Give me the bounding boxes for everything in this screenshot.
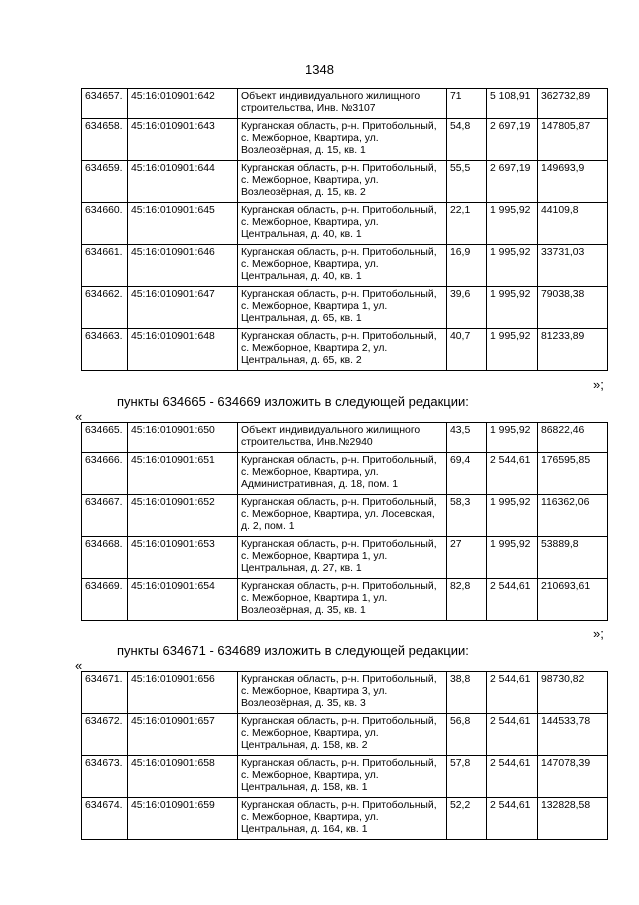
cadastral-number-cell: 45:16:010901:656 bbox=[128, 672, 238, 714]
rate-cell: 2 544,61 bbox=[487, 714, 538, 756]
cadastral-number-cell: 45:16:010901:648 bbox=[128, 329, 238, 371]
cadastral-number-cell: 45:16:010901:642 bbox=[128, 89, 238, 119]
area-cell: 52,2 bbox=[447, 798, 487, 840]
rate-cell: 2 697,19 bbox=[487, 161, 538, 203]
row-number-cell: 634674. bbox=[82, 798, 128, 840]
registry-table-3 bbox=[81, 671, 608, 840]
address-cell: Курганская область, р-н. Притобольный, с. Межборное, Квартира 1, ул. Возлеозёрная, д. 35, кв. 1 bbox=[238, 579, 447, 621]
open-quote-mark: « bbox=[75, 658, 83, 673]
page-number: 1348 bbox=[305, 62, 334, 77]
area-cell: 43,5 bbox=[447, 423, 487, 453]
cadastral-number-cell: 45:16:010901:654 bbox=[128, 579, 238, 621]
value-cell: 132828,58 bbox=[538, 798, 608, 840]
area-cell: 69,4 bbox=[447, 453, 487, 495]
cadastral-number-cell: 45:16:010901:659 bbox=[128, 798, 238, 840]
table-row bbox=[82, 245, 608, 287]
table-row bbox=[82, 453, 608, 495]
value-cell: 44109,8 bbox=[538, 203, 608, 245]
open-quote-mark: « bbox=[75, 409, 83, 424]
value-cell: 81233,89 bbox=[538, 329, 608, 371]
address-cell: Курганская область, р-н. Притобольный, с. Межборное, Квартира, ул. Центральная, д. 158, кв. 1 bbox=[238, 756, 447, 798]
cadastral-number-cell: 45:16:010901:643 bbox=[128, 119, 238, 161]
rate-cell: 1 995,92 bbox=[487, 423, 538, 453]
address-cell: Курганская область, р-н. Притобольный, с. Межборное, Квартира, ул. Центральная, д. 40, кв. 1 bbox=[238, 203, 447, 245]
value-cell: 98730,82 bbox=[538, 672, 608, 714]
row-number-cell: 634668. bbox=[82, 537, 128, 579]
table-row bbox=[82, 756, 608, 798]
area-cell: 38,8 bbox=[447, 672, 487, 714]
area-cell: 56,8 bbox=[447, 714, 487, 756]
area-cell: 58,3 bbox=[447, 495, 487, 537]
cadastral-number-cell: 45:16:010901:645 bbox=[128, 203, 238, 245]
registry-table-2 bbox=[81, 422, 608, 621]
row-number-cell: 634669. bbox=[82, 579, 128, 621]
table-row bbox=[82, 329, 608, 371]
section-heading-2: пункты 634671 - 634689 изложить в следующей редакции: bbox=[117, 643, 469, 658]
table-row bbox=[82, 89, 608, 119]
table-row bbox=[82, 287, 608, 329]
address-cell: Курганская область, р-н. Притобольный, с. Межборное, Квартира 1, ул. Центральная, д. 65, кв. 1 bbox=[238, 287, 447, 329]
address-cell: Курганская область, р-н. Притобольный, с. Межборное, Квартира 2, ул. Центральная, д. 65, кв. 2 bbox=[238, 329, 447, 371]
rate-cell: 2 544,61 bbox=[487, 756, 538, 798]
row-number-cell: 634662. bbox=[82, 287, 128, 329]
row-number-cell: 634673. bbox=[82, 756, 128, 798]
address-cell: Курганская область, р-н. Притобольный, с. Межборное, Квартира 3, ул. Возлеозёрная, д. 35, кв. 3 bbox=[238, 672, 447, 714]
row-number-cell: 634657. bbox=[82, 89, 128, 119]
value-cell: 144533,78 bbox=[538, 714, 608, 756]
area-cell: 40,7 bbox=[447, 329, 487, 371]
table-row bbox=[82, 798, 608, 840]
value-cell: 149693,9 bbox=[538, 161, 608, 203]
value-cell: 33731,03 bbox=[538, 245, 608, 287]
rate-cell: 2 544,61 bbox=[487, 579, 538, 621]
cadastral-number-cell: 45:16:010901:644 bbox=[128, 161, 238, 203]
rate-cell: 2 697,19 bbox=[487, 119, 538, 161]
area-cell: 22,1 bbox=[447, 203, 487, 245]
area-cell: 55,5 bbox=[447, 161, 487, 203]
cadastral-number-cell: 45:16:010901:652 bbox=[128, 495, 238, 537]
area-cell: 16,9 bbox=[447, 245, 487, 287]
cadastral-number-cell: 45:16:010901:651 bbox=[128, 453, 238, 495]
rate-cell: 2 544,61 bbox=[487, 798, 538, 840]
value-cell: 176595,85 bbox=[538, 453, 608, 495]
rate-cell: 2 544,61 bbox=[487, 672, 538, 714]
area-cell: 57,8 bbox=[447, 756, 487, 798]
address-cell: Объект индивидуального жилищного строительства, Инв.№2940 bbox=[238, 423, 447, 453]
row-number-cell: 634658. bbox=[82, 119, 128, 161]
cadastral-number-cell: 45:16:010901:650 bbox=[128, 423, 238, 453]
rate-cell: 1 995,92 bbox=[487, 537, 538, 579]
address-cell: Курганская область, р-н. Притобольный, с. Межборное, Квартира, ул. Возлеозёрная, д. 15, кв. 1 bbox=[238, 119, 447, 161]
value-cell: 362732,89 bbox=[538, 89, 608, 119]
address-cell: Курганская область, р-н. Притобольный, с. Межборное, Квартира, ул. Возлеозёрная, д. 15, кв. 2 bbox=[238, 161, 447, 203]
row-number-cell: 634665. bbox=[82, 423, 128, 453]
cadastral-number-cell: 45:16:010901:657 bbox=[128, 714, 238, 756]
rate-cell: 2 544,61 bbox=[487, 453, 538, 495]
value-cell: 147078,39 bbox=[538, 756, 608, 798]
address-cell: Объект индивидуального жилищного строительства, Инв. №3107 bbox=[238, 89, 447, 119]
value-cell: 79038,38 bbox=[538, 287, 608, 329]
registry-table-1 bbox=[81, 88, 608, 371]
rate-cell: 1 995,92 bbox=[487, 203, 538, 245]
area-cell: 71 bbox=[447, 89, 487, 119]
row-number-cell: 634672. bbox=[82, 714, 128, 756]
section-heading-1: пункты 634665 - 634669 изложить в следующей редакции: bbox=[117, 394, 469, 409]
address-cell: Курганская область, р-н. Притобольный, с. Межборное, Квартира, ул. Административная, д. 18, пом. 1 bbox=[238, 453, 447, 495]
closing-mark: »; bbox=[593, 626, 604, 641]
rate-cell: 1 995,92 bbox=[487, 245, 538, 287]
row-number-cell: 634667. bbox=[82, 495, 128, 537]
area-cell: 39,6 bbox=[447, 287, 487, 329]
area-cell: 27 bbox=[447, 537, 487, 579]
row-number-cell: 634659. bbox=[82, 161, 128, 203]
address-cell: Курганская область, р-н. Притобольный, с. Межборное, Квартира, ул. Лосевская, д. 2, пом. 1 bbox=[238, 495, 447, 537]
closing-mark: »; bbox=[593, 377, 604, 392]
address-cell: Курганская область, р-н. Притобольный, с. Межборное, Квартира, ул. Центральная, д. 40, кв. 1 bbox=[238, 245, 447, 287]
table-row bbox=[82, 119, 608, 161]
table-row bbox=[82, 203, 608, 245]
value-cell: 86822,46 bbox=[538, 423, 608, 453]
row-number-cell: 634671. bbox=[82, 672, 128, 714]
cadastral-number-cell: 45:16:010901:647 bbox=[128, 287, 238, 329]
cadastral-number-cell: 45:16:010901:646 bbox=[128, 245, 238, 287]
rate-cell: 1 995,92 bbox=[487, 329, 538, 371]
table-row bbox=[82, 161, 608, 203]
rate-cell: 5 108,91 bbox=[487, 89, 538, 119]
row-number-cell: 634661. bbox=[82, 245, 128, 287]
row-number-cell: 634666. bbox=[82, 453, 128, 495]
area-cell: 54,8 bbox=[447, 119, 487, 161]
rate-cell: 1 995,92 bbox=[487, 287, 538, 329]
table-row bbox=[82, 423, 608, 453]
table-row bbox=[82, 495, 608, 537]
table-row bbox=[82, 579, 608, 621]
address-cell: Курганская область, р-н. Притобольный, с. Межборное, Квартира, ул. Центральная, д. 164, кв. 1 bbox=[238, 798, 447, 840]
value-cell: 53889,8 bbox=[538, 537, 608, 579]
address-cell: Курганская область, р-н. Притобольный, с. Межборное, Квартира 1, ул. Центральная, д. 27, кв. 1 bbox=[238, 537, 447, 579]
address-cell: Курганская область, р-н. Притобольный, с. Межборное, Квартира, ул. Центральная, д. 158, кв. 2 bbox=[238, 714, 447, 756]
table-row bbox=[82, 672, 608, 714]
rate-cell: 1 995,92 bbox=[487, 495, 538, 537]
cadastral-number-cell: 45:16:010901:653 bbox=[128, 537, 238, 579]
cadastral-number-cell: 45:16:010901:658 bbox=[128, 756, 238, 798]
row-number-cell: 634663. bbox=[82, 329, 128, 371]
row-number-cell: 634660. bbox=[82, 203, 128, 245]
area-cell: 82,8 bbox=[447, 579, 487, 621]
table-row bbox=[82, 714, 608, 756]
value-cell: 116362,06 bbox=[538, 495, 608, 537]
value-cell: 210693,61 bbox=[538, 579, 608, 621]
table-row bbox=[82, 537, 608, 579]
value-cell: 147805,87 bbox=[538, 119, 608, 161]
